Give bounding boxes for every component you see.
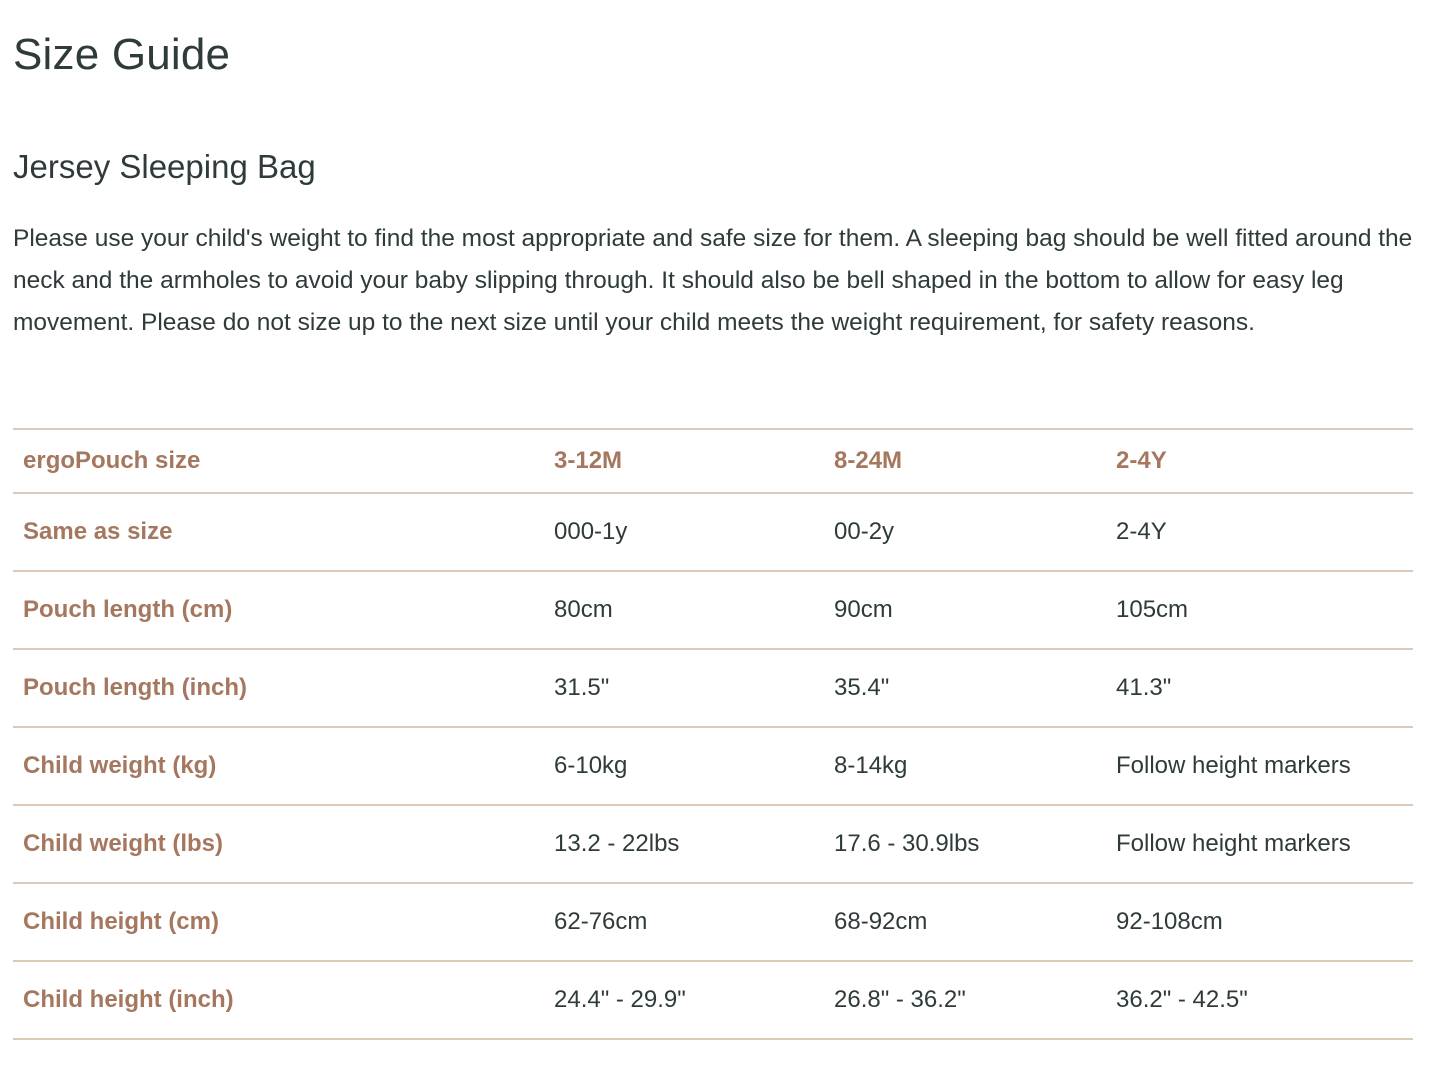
table-row [13, 727, 1413, 805]
size-column-header: 8-24M [824, 429, 1106, 493]
intro-paragraph: Please use your child's weight to find the most appropriate and safe size for them. A sleeping bag should be well fitted around the neck and the armholes to avoid your baby slipping through. It should also be bell shaped in the bottom to allow for easy leg movement. Please do not size up to the next size until your child meets the weight requirement, for safety reasons. [13, 225, 1413, 336]
table-cell: 17.6 - 30.9lbs [824, 805, 1106, 883]
table-cell: 00-2y [824, 493, 1106, 571]
table-cell: 13.2 - 22lbs [544, 805, 824, 883]
table-cell: 41.3" [1106, 649, 1413, 727]
table-row-label: Pouch length (inch) [13, 649, 544, 727]
table-cell: 6-10kg [544, 727, 824, 805]
size-column-header: 2-4Y [1106, 429, 1413, 493]
table-row [13, 805, 1413, 883]
table-cell: Follow height markers [1106, 805, 1413, 883]
table-row-label: Child weight (kg) [13, 727, 544, 805]
section-title: Jersey Sleeping Bag [13, 148, 316, 185]
table-row [13, 571, 1413, 649]
table-row [13, 961, 1413, 1039]
table-cell: 8-14kg [824, 727, 1106, 805]
table-cell: 90cm [824, 571, 1106, 649]
size-column-header: 3-12M [544, 429, 824, 493]
table-cell: 92-108cm [1106, 883, 1413, 961]
size-table [13, 428, 1413, 1040]
table-cell: 62-76cm [544, 883, 824, 961]
table-row-label: Pouch length (cm) [13, 571, 544, 649]
table-cell: 36.2" - 42.5" [1106, 961, 1413, 1039]
page-title: Size Guide [13, 30, 231, 79]
table-row [13, 649, 1413, 727]
table-row [13, 493, 1413, 571]
table-cell: 24.4" - 29.9" [544, 961, 824, 1039]
table-cell: 31.5" [544, 649, 824, 727]
table-row-label: Child height (cm) [13, 883, 544, 961]
table-row-label: ergoPouch size [13, 429, 544, 493]
table-cell: 80cm [544, 571, 824, 649]
table-row-label: Same as size [13, 493, 544, 571]
table-cell: 105cm [1106, 571, 1413, 649]
table-cell: 68-92cm [824, 883, 1106, 961]
table-row-label: Child weight (lbs) [13, 805, 544, 883]
table-cell: Follow height markers [1106, 727, 1413, 805]
table-header-row [13, 429, 1413, 493]
table-row [13, 883, 1413, 961]
table-cell: 000-1y [544, 493, 824, 571]
table-cell: 35.4" [824, 649, 1106, 727]
table-cell: 26.8" - 36.2" [824, 961, 1106, 1039]
table-cell: 2-4Y [1106, 493, 1413, 571]
table-row-label: Child height (inch) [13, 961, 544, 1039]
